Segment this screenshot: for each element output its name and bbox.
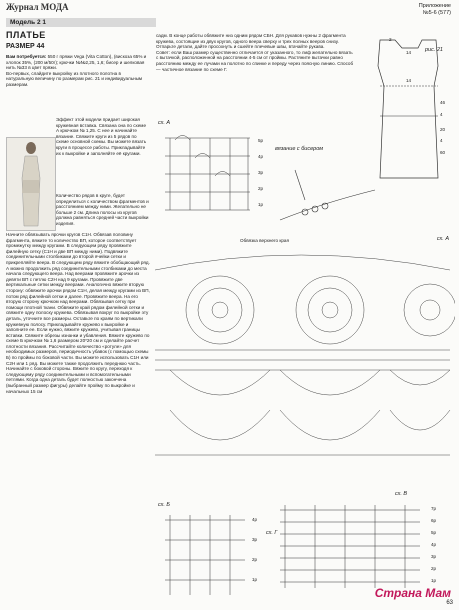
row-label: 2р [431,566,437,571]
column2-text [156,33,356,72]
scheme-b-chart [160,510,250,600]
row-label: 1р [258,202,264,207]
scheme-g-label: сх. Г [266,530,278,536]
intro-text [6,54,150,88]
dim-label: 4 [440,112,443,117]
row-label: 5р [258,138,264,143]
journal-title: Журнал МОДА [6,2,69,12]
scheme-a2-label: сх. А [436,236,449,242]
scheme-b-label: сх. Б [158,502,171,508]
beads-label: вязание с бисером [275,146,324,152]
row-label: 6р [431,518,437,523]
paragraph-1: Во-первых, слайдите выкройку из плотного полотна в натуральную величину по размерам рис. 21 и индивидуальным размерам. [6,70,143,87]
paragraph-3: Количество рядов в круге, будет определиться с количеством фрагментов и расстоянием между ними. Желательно не больше 2 см. Длина полосы из кругов должна равняться средней части выкройки изделия. [56,193,149,226]
body-text [6,232,150,394]
row-label: 2р [258,186,264,191]
scheme-g-chart [275,500,425,592]
paragraph-7: Обвязывая вокруг по выкройке эту деталь, уточните все размеры. Оставьте по краям по вертикали кружевную полосу. Прикладывайте кружево к выкройке и заполните ее. Если нужно, вяжите кружево, учитывая границы вставки. Свяжите обрезы изнанки и убавления. [6,310,149,338]
materials-label: Вам потребуется: [6,54,47,59]
row-label: 3р [258,170,264,175]
row-label: 4р [252,517,258,522]
paragraph-8: Вяжите кружево по схеме Б крючком № 1,6 размером 20*20 см и сделайте расчет плотности вязания. Рассчитайте количество «ротуле» для необходимых размеров, периодичность убавок (с помощью схемы Б) по проймы по боковой части. Вы можете использовать С1Н или С2Н или 1 ряд. Вы можете также продолжить переднюю часть. [6,332,150,366]
dim-label: 20 [440,127,446,132]
dress-figure-icon [7,138,55,230]
paragraph-4: Начните обвязывать ярочки кругов С1Н. Обвязав половину фрагмента, вяжите то количество ВП, которое соответствует промежутку между кругами. В следующем ряду провяжите филейную сетку (С1Н и две ВП между ними). Подвяжите соединительными столбиками до второй ячейки сетки и прикрепляйте веера. [6,232,137,265]
page-number: 63 [446,600,453,606]
row-label: 3р [252,537,258,542]
issue-number: №5-6 (577) [422,10,451,16]
lace-diagram [150,240,455,510]
dim-label: 46 [440,100,446,105]
row-label: 4р [258,154,264,159]
col2-paragraph-1: садм. В конце работы обвяжите низ одним рядом СБН. Для рукавов нужны 2 фрагмента кружева, состоящие из двух кругов, одного веера сверху и трех полных вееров снизу. Отпарьте детали, дайте просохнуть и сшейте плечевые швы, втачайте рукава. [156,33,346,50]
watermark: Страна Мам [374,586,451,600]
scheme-a-chart [160,128,255,220]
edge-label: Обвязка верхнего края [240,238,289,243]
row-label: 7р [431,506,437,511]
issue-info [419,3,451,17]
paragraph-6: Аналогично вяжите вторую сторону: обвяжите арочки рядом С1Н, делая между кругами из ВП, потом ряд филейной сетки и далее. Провяжите веера. На его вторую сторону крючком над веерами. Обвязывая сетку при помощи плотной ткани. Обвяжите край рядом филейной сетки и свяжите одну полоску кружева. [6,282,150,316]
dim-label: 14 [406,50,412,55]
col2-paragraph-2: Совет: если Ваш размер существенно отличается от указанного, то лиф желательно вязать с вытачкой, расположенной на расстоянии 4-5 см от проймы. Растяните вытачки равно расстоянию между ее лучами на полотно по спинке и переду через поясную линию. Способ — частичное вязание по схеме Г. [156,49,354,72]
dim-label: 2 [389,37,392,42]
supplement-label: Приложение [418,3,451,9]
paragraph-5: В следующем ряду вяжите обобщающий ряд. А можно продолжить ряд соединительными столбиками до места начала следующего веера. Над веерами провяжите арочки из девяти ВП с петлю С2Н над 9 кругами. Провяжите две вертикальные сетки между веерами. [6,259,150,288]
row-label: 1р [252,577,258,582]
size-label: РАЗМЕР 44 [6,43,45,50]
row-label: 2р [252,557,258,562]
dim-label: 4 [440,138,443,143]
row-label: 4р [431,542,437,547]
beads-sample [275,160,385,230]
page-title: ПЛАТЬЕ [6,30,46,40]
model-photo [6,137,56,231]
scheme-a-label: сх. А [158,120,171,126]
model-label: Модель 2 1 [6,18,156,27]
paragraph-9: Начинайте с боковой стороны. Вяжите по кругу, переходя к следующему ряду соединительными и вспомогательными петлями. Когда одна деталь будет полностью закончена (выбранный размер фигуры) делайте пройму по выкройке и начальных 15 см [6,366,135,394]
figure-label: рис. 21 [424,47,443,53]
paragraph-2: Эффект этой модели придает широкая кружевная вставка. Связана она по схеме А крючком № 1,25. С нее и начинайте вязание. Свяжите круги из 5 рядов по схеме основной схемы. Вы можете вязать круги в процессе работы. Прикладывайте их к выкройке и заполняйте её кругами. [56,117,147,156]
dim-label: 60 [440,150,446,155]
materials-text: 550 г пряжи Vega (Vita Cotton), (вискоза 65% и хлопок 35%, (200 м/50г); крючки №№2,25, 1,6; бисер и шелковая нить №33 в цвет пряжи. [6,54,147,71]
dim-label: 14 [406,78,412,83]
row-label: 1р [431,578,437,583]
row-label: 3р [431,554,437,559]
row-label: 5р [431,530,437,535]
scheme-v-label: сх. В [395,491,408,497]
